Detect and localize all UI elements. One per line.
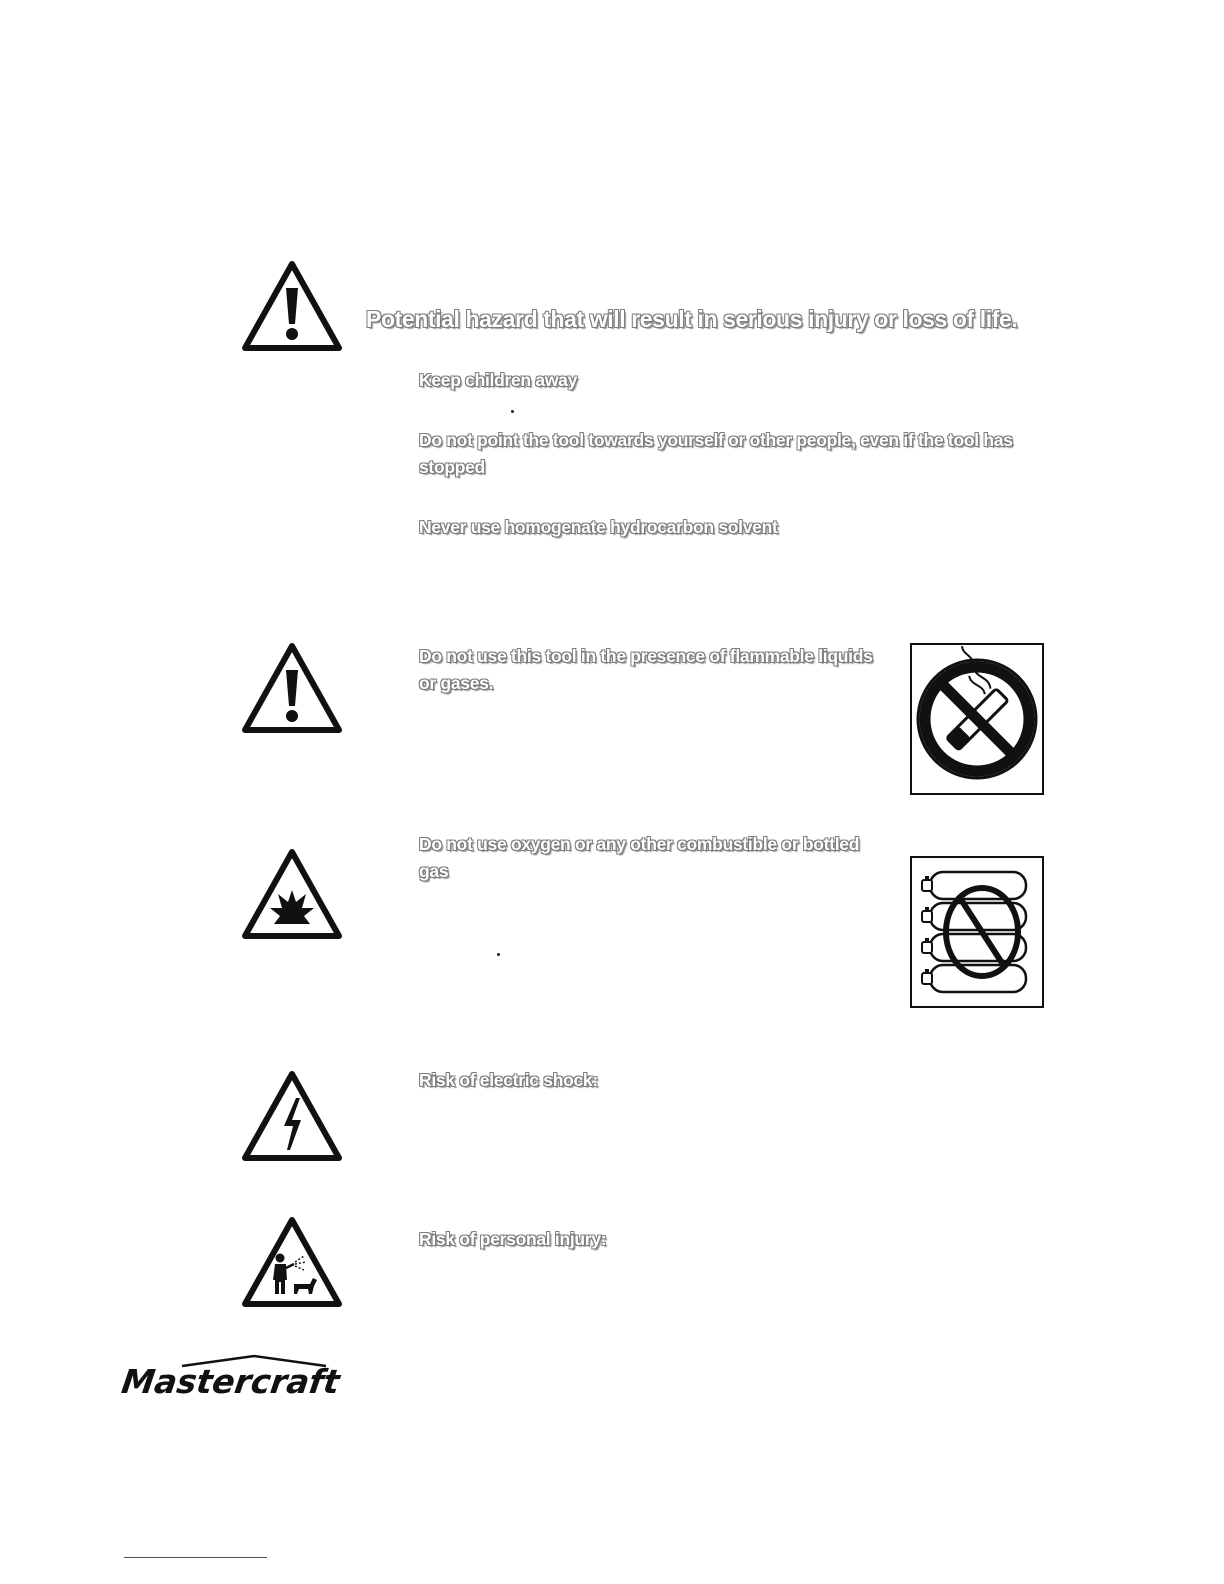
danger-heading: Potential hazard that will result in serious injury or loss of life. — [366, 306, 1018, 332]
no-gas-cylinders-pictogram — [910, 856, 1044, 1008]
text-dot — [497, 953, 500, 956]
explosion-warning-icon — [240, 846, 344, 942]
warning-flammable-line-2: or gases. — [419, 673, 494, 693]
electric-shock-warning-icon — [240, 1068, 344, 1164]
danger-warning-icon — [240, 258, 344, 354]
danger-item-children: Keep children away — [419, 370, 577, 390]
danger-item-point-tool-cont: stopped — [419, 457, 485, 477]
no-smoking-pictogram — [910, 643, 1044, 795]
no-gas-cylinders-icon — [912, 858, 1042, 1006]
danger-item-solvent: Never use homogenate hydrocarbon solvent — [419, 517, 778, 537]
no-smoking-icon — [912, 645, 1042, 793]
text-dot — [511, 410, 514, 413]
warning-gas-line-2: gas — [419, 861, 449, 881]
danger-item-point-tool: Do not point the tool towards yourself or other people, even if the tool has — [419, 430, 1013, 450]
warning-personal-injury: Risk of personal injury: — [419, 1229, 607, 1249]
warning-flammable-line-1: Do not use this tool in the presence of flammable liquids — [419, 646, 873, 666]
warning-gas-line-1: Do not use oxygen or any other combustible or bottled — [419, 834, 860, 854]
general-warning-icon — [240, 640, 344, 736]
mastercraft-logo — [119, 1354, 387, 1402]
footer-rule — [124, 1557, 267, 1558]
personal-injury-warning-icon — [240, 1214, 344, 1310]
warning-electric-shock: Risk of electric shock: — [419, 1070, 598, 1090]
logo-text: Mastercraft — [119, 1362, 343, 1401]
